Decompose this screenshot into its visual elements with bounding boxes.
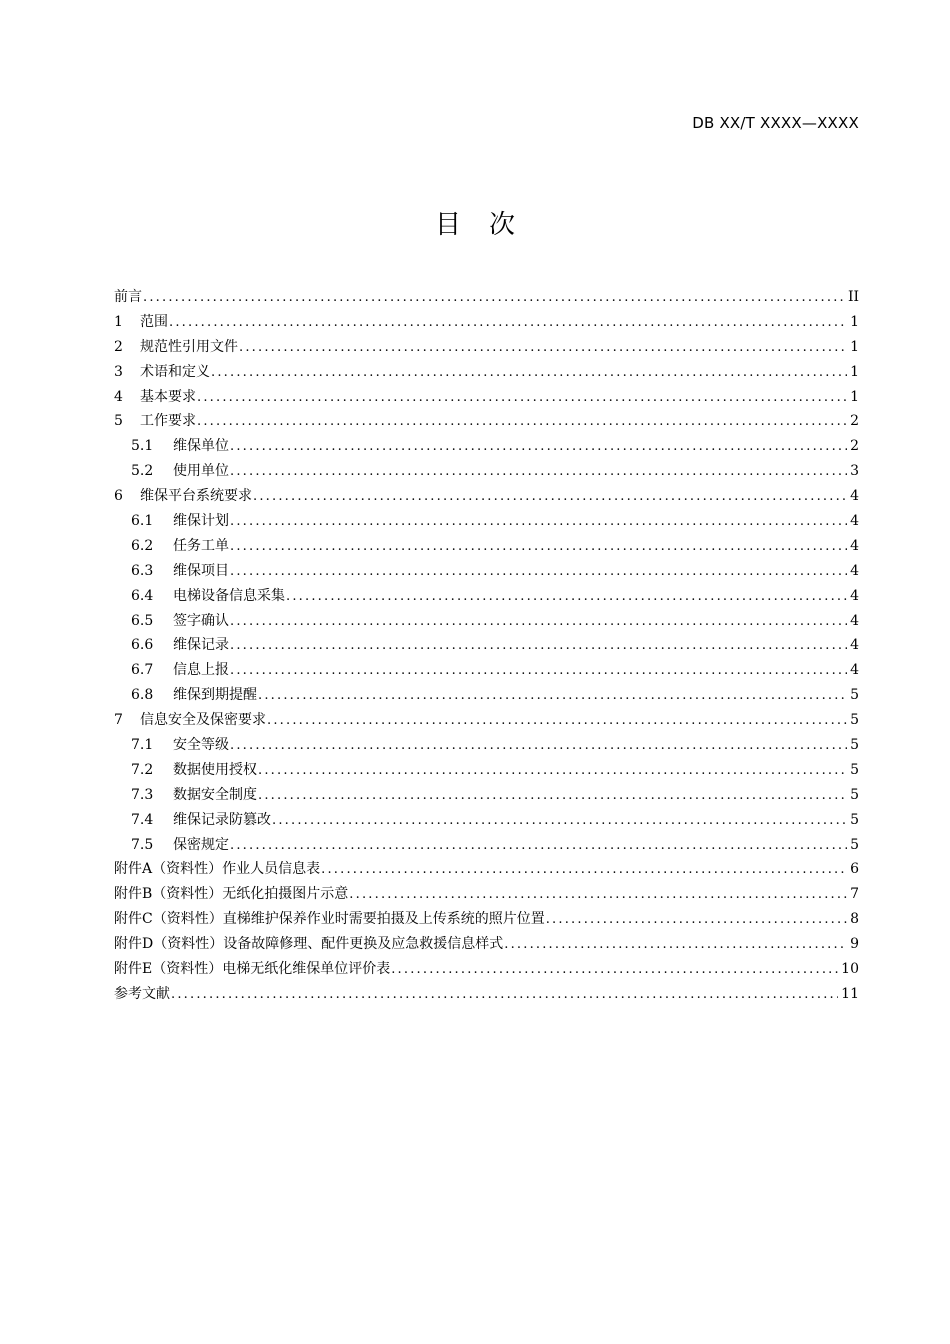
- toc-entry-title: 维保到期提醒: [173, 687, 257, 704]
- toc-entry-page: 10: [841, 961, 859, 978]
- toc-entry-title: 维保记录防篡改: [173, 811, 271, 828]
- toc-entry-number: 7.4: [131, 811, 154, 828]
- toc-entry-number: 2: [114, 338, 123, 355]
- toc-entry-page: II: [847, 289, 859, 305]
- toc-entry-number: 6.2: [131, 537, 154, 554]
- toc-entry-number: 1: [114, 313, 123, 330]
- toc-entry-number: 3: [114, 363, 123, 380]
- toc-dot-leader: [230, 663, 847, 678]
- toc-entry-title: 信息安全及保密要求: [140, 712, 266, 729]
- toc-dot-leader: [230, 539, 847, 554]
- toc-title-char-1: 目: [434, 210, 461, 240]
- toc-dot-leader: [267, 713, 847, 728]
- toc-entry[interactable]: [114, 610, 859, 635]
- toc-entry-title: 维保计划: [173, 513, 229, 530]
- toc-dot-leader: [197, 390, 847, 405]
- toc-entry-number: 7.2: [131, 761, 154, 778]
- toc-entry-page: 9: [850, 936, 859, 953]
- toc-dot-leader: [258, 788, 847, 803]
- toc-entry-number: 6.6: [131, 637, 154, 654]
- toc-entry-number: 5.1: [131, 438, 154, 455]
- toc-dot-leader: [230, 564, 847, 579]
- toc-dot-leader: [321, 862, 847, 877]
- toc-entry[interactable]: [114, 908, 859, 933]
- toc-entry-number: 7: [114, 712, 123, 729]
- toc-dot-leader: [143, 290, 845, 305]
- toc-entry[interactable]: [114, 834, 859, 859]
- toc-entry[interactable]: [114, 709, 859, 734]
- toc-entry[interactable]: [114, 361, 859, 386]
- toc-entry-page: 11: [841, 985, 859, 1002]
- toc-entry-title: 维保项目: [173, 562, 229, 579]
- toc-entry[interactable]: [114, 336, 859, 361]
- toc-entry-title: 数据安全制度: [173, 786, 257, 803]
- toc-entry-title: 任务工单: [173, 537, 229, 554]
- toc-entry-number: 6.3: [131, 562, 154, 579]
- toc-entry[interactable]: [114, 435, 859, 460]
- toc-dot-leader: [230, 838, 847, 853]
- toc-entry-title: 工作要求: [140, 413, 196, 430]
- toc-entry-page: 5: [850, 836, 859, 853]
- toc-entry-page: 2: [850, 438, 859, 455]
- toc-entry-page: 1: [850, 388, 859, 405]
- toc-entry-page: 1: [850, 338, 859, 355]
- toc-title: [0, 204, 950, 241]
- toc-dot-leader: [230, 464, 847, 479]
- toc-entry-page: 5: [850, 811, 859, 828]
- toc-entry-number: 6.7: [131, 662, 154, 679]
- toc-entry-page: 8: [850, 911, 859, 928]
- toc-dot-leader: [169, 315, 847, 330]
- toc-entry[interactable]: [114, 585, 859, 610]
- toc-entry[interactable]: [114, 460, 859, 485]
- toc-entry-page: 4: [850, 488, 859, 505]
- toc-entry-title: 附件E（资料性）电梯无纸化维保单位评价表: [114, 961, 391, 978]
- toc-dot-leader: [230, 638, 847, 653]
- toc-entry-number: 5.2: [131, 463, 154, 480]
- toc-entry-title: 数据使用授权: [173, 761, 257, 778]
- toc-entry[interactable]: [114, 410, 859, 435]
- toc-entry-title: 维保记录: [173, 637, 229, 654]
- toc-dot-leader: [504, 937, 847, 952]
- toc-entry-title: 前言: [114, 289, 142, 305]
- document-code: DB XX/T XXXX—XXXX: [692, 114, 859, 132]
- toc-entry-title: 信息上报: [173, 662, 229, 679]
- toc-entry-number: 7.5: [131, 836, 154, 853]
- toc-entry-title: 电梯设备信息采集: [173, 587, 285, 604]
- toc-entry[interactable]: [114, 933, 859, 958]
- toc-entry-page: 3: [850, 463, 859, 480]
- toc-dot-leader: [230, 439, 847, 454]
- toc-entry-page: 2: [850, 413, 859, 430]
- toc-entry-number: 5: [114, 413, 123, 430]
- toc-entry[interactable]: [114, 684, 859, 709]
- toc-entry-number: 6: [114, 488, 123, 505]
- toc-entry[interactable]: [114, 958, 859, 983]
- toc-dot-leader: [546, 912, 847, 927]
- toc-entry-title: 使用单位: [173, 463, 229, 480]
- toc-entry[interactable]: [114, 734, 859, 759]
- toc-entry-page: 5: [850, 712, 859, 729]
- toc-entry-page: 6: [850, 861, 859, 878]
- toc-dot-leader: [391, 962, 838, 977]
- toc-dot-leader: [349, 887, 847, 902]
- toc-entry-title: 安全等级: [173, 737, 229, 754]
- toc-entry-page: 5: [850, 737, 859, 754]
- toc-dot-leader: [253, 489, 847, 504]
- toc-entry[interactable]: [114, 386, 859, 411]
- toc-entry-title: 附件C（资料性）直梯维护保养作业时需要拍摄及上传系统的照片位置: [114, 911, 545, 928]
- toc-entry-title: 附件A（资料性）作业人员信息表: [114, 861, 321, 878]
- toc-entry-number: 7.1: [131, 737, 154, 754]
- toc-entry-page: 1: [850, 363, 859, 380]
- toc-entry-title: 规范性引用文件: [140, 338, 238, 355]
- toc-entry-page: 5: [850, 761, 859, 778]
- toc-entry[interactable]: [114, 634, 859, 659]
- toc-entry-title: 签字确认: [173, 612, 229, 629]
- toc-entry-title: 维保单位: [173, 438, 229, 455]
- toc-entry[interactable]: [114, 659, 859, 684]
- toc-entry-page: 7: [850, 886, 859, 903]
- toc-entry-title: 保密规定: [173, 836, 229, 853]
- toc-entry-number: 6.5: [131, 612, 154, 629]
- toc-dot-leader: [171, 987, 838, 1002]
- toc-entry[interactable]: [114, 809, 859, 834]
- toc-entry-number: 6.8: [131, 687, 154, 704]
- toc-entry-page: 4: [850, 637, 859, 654]
- toc-entry[interactable]: [114, 510, 859, 535]
- toc-entry-title: 参考文献: [114, 985, 170, 1002]
- toc-entry[interactable]: [114, 485, 859, 510]
- toc-dot-leader: [258, 688, 847, 703]
- toc-entry-page: 4: [850, 587, 859, 604]
- toc-entry-page: 1: [850, 313, 859, 330]
- toc-dot-leader: [239, 340, 847, 355]
- toc-dot-leader: [230, 738, 847, 753]
- toc-dot-leader: [258, 763, 847, 778]
- toc-entry-page: 4: [850, 513, 859, 530]
- toc-entry[interactable]: [114, 883, 859, 908]
- toc-dot-leader: [197, 414, 847, 429]
- toc-entry[interactable]: [114, 759, 859, 784]
- toc-entry[interactable]: [114, 535, 859, 560]
- toc-dot-leader: [286, 589, 847, 604]
- table-of-contents: [114, 286, 859, 1008]
- toc-entry[interactable]: [114, 560, 859, 585]
- toc-entry-page: 5: [850, 786, 859, 803]
- toc-entry-number: 4: [114, 388, 123, 405]
- toc-entry-title: 附件D（资料性）设备故障修理、配件更换及应急救援信息样式: [114, 936, 504, 953]
- toc-entry-title: 基本要求: [140, 388, 196, 405]
- toc-entry[interactable]: [114, 858, 859, 883]
- toc-entry[interactable]: [114, 784, 859, 809]
- toc-dot-leader: [230, 514, 847, 529]
- toc-title-char-2: 次: [489, 210, 516, 240]
- toc-entry-page: 4: [850, 662, 859, 679]
- toc-entry-title: 范围: [140, 313, 168, 330]
- toc-entry-number: 6.4: [131, 587, 154, 604]
- toc-entry-title: 术语和定义: [140, 363, 210, 380]
- toc-dot-leader: [211, 365, 847, 380]
- toc-dot-leader: [272, 813, 847, 828]
- toc-entry[interactable]: [114, 311, 859, 336]
- toc-entry-page: 4: [850, 537, 859, 554]
- toc-dot-leader: [230, 614, 847, 629]
- toc-entry-number: 6.1: [131, 513, 154, 530]
- toc-entry-page: 5: [850, 687, 859, 704]
- toc-entry-title: 维保平台系统要求: [140, 488, 252, 505]
- toc-entry[interactable]: [114, 286, 859, 311]
- toc-entry-title: 附件B（资料性）无纸化拍摄图片示意: [114, 886, 349, 903]
- toc-entry[interactable]: [114, 983, 859, 1008]
- toc-entry-page: 4: [850, 562, 859, 579]
- toc-entry-number: 7.3: [131, 786, 154, 803]
- toc-entry-page: 4: [850, 612, 859, 629]
